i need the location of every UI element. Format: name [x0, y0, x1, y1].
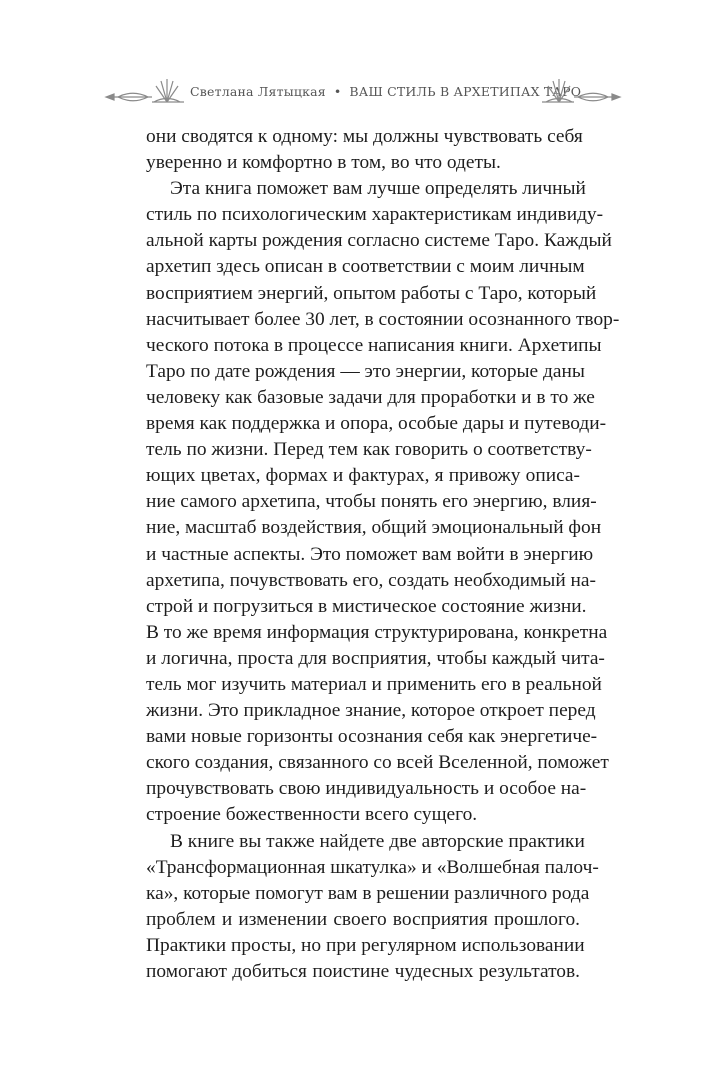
- text-line: насчитывает более 30 лет, в состоянии осознанного твор-: [146, 308, 620, 330]
- left-fan-ornament-icon: [104, 72, 186, 116]
- text-line: и частные аспекты. Это поможет вам войти в энергию: [146, 543, 594, 565]
- text-line: «Трансформационная шкатулка» и «Волшебная палоч-: [146, 856, 599, 878]
- text-line: В то же время информация структурирована, конкретна: [146, 621, 608, 643]
- text-line: В книге вы также найдете две авторские практики: [170, 830, 585, 852]
- text-line: человеку как базовые задачи для проработки и в то же: [146, 386, 595, 408]
- text-line: тель мог изучить материал и применить его в реальной: [146, 673, 602, 695]
- text-line: ческого потока в процессе написания книги. Архетипы: [146, 334, 602, 356]
- running-head-author: Светлана Лятыцкая: [190, 84, 326, 99]
- text-line: вами новые горизонты осознания себя как энергетиче-: [146, 726, 598, 748]
- text-line: альной карты рождения согласно системе Таро. Каждый: [146, 230, 612, 252]
- text-line: тель по жизни. Перед тем как говорить о соответству-: [146, 439, 592, 461]
- text-line: и логична, проста для восприятия, чтобы каждый чита-: [146, 647, 605, 669]
- text-line: восприятием энергий, опытом работы с Таро, который: [146, 282, 597, 304]
- text-line: помогают добиться поистине чудесных результатов.: [146, 961, 580, 982]
- running-head-separator: •: [333, 84, 342, 99]
- text-line: прочувствовать свою индивидуальность и особое на-: [146, 778, 587, 800]
- text-line: архетипа, почувствовать его, создать необходимый на-: [146, 569, 596, 591]
- text-line: проблем и изменении своего восприятия прошлого.: [146, 908, 580, 930]
- text-line: ющих цветах, формах и фактурах, я привожу описа-: [146, 465, 580, 487]
- text-line: Практики просты, но при регулярном использовании: [146, 934, 585, 956]
- body-text: [146, 124, 620, 985]
- text-line: Таро по дате рождения — это энергии, которые даны: [146, 360, 585, 382]
- text-line: они сводятся к одному: мы должны чувствовать себя: [146, 126, 583, 147]
- running-head-title: ВАШ СТИЛЬ В АРХЕТИПАХ ТАРО: [349, 84, 582, 99]
- text-line: строй и погрузиться в мистическое состояние жизни.: [146, 595, 587, 617]
- running-head: [0, 72, 712, 116]
- text-line: время как поддержка и опора, особые дары и путеводи-: [146, 413, 607, 435]
- running-head-text: [190, 84, 582, 99]
- text-line: ского создания, связанного со всей Вселенной, поможет: [146, 752, 609, 774]
- text-line: жизни. Это прикладное знание, которое откроет перед: [146, 700, 596, 722]
- text-line: Эта книга поможет вам лучше определять личный: [170, 178, 586, 200]
- text-line: стиль по психологическим характеристикам индивиду-: [146, 204, 604, 226]
- text-line: уверенно и комфортно в том, во что одеты.: [146, 152, 501, 174]
- text-line: ние, масштаб воздействия, общий эмоциональный фон: [146, 517, 602, 539]
- text-line: архетип здесь описан в соответствии с моим личным: [146, 256, 585, 278]
- text-line: ка», которые помогут вам в решении различного рода: [146, 882, 590, 904]
- text-line: строение божественности всего сущего.: [146, 804, 478, 826]
- right-fan-ornament-icon: [540, 72, 622, 116]
- text-line: ние самого архетипа, чтобы понять его энергию, влия-: [146, 491, 597, 513]
